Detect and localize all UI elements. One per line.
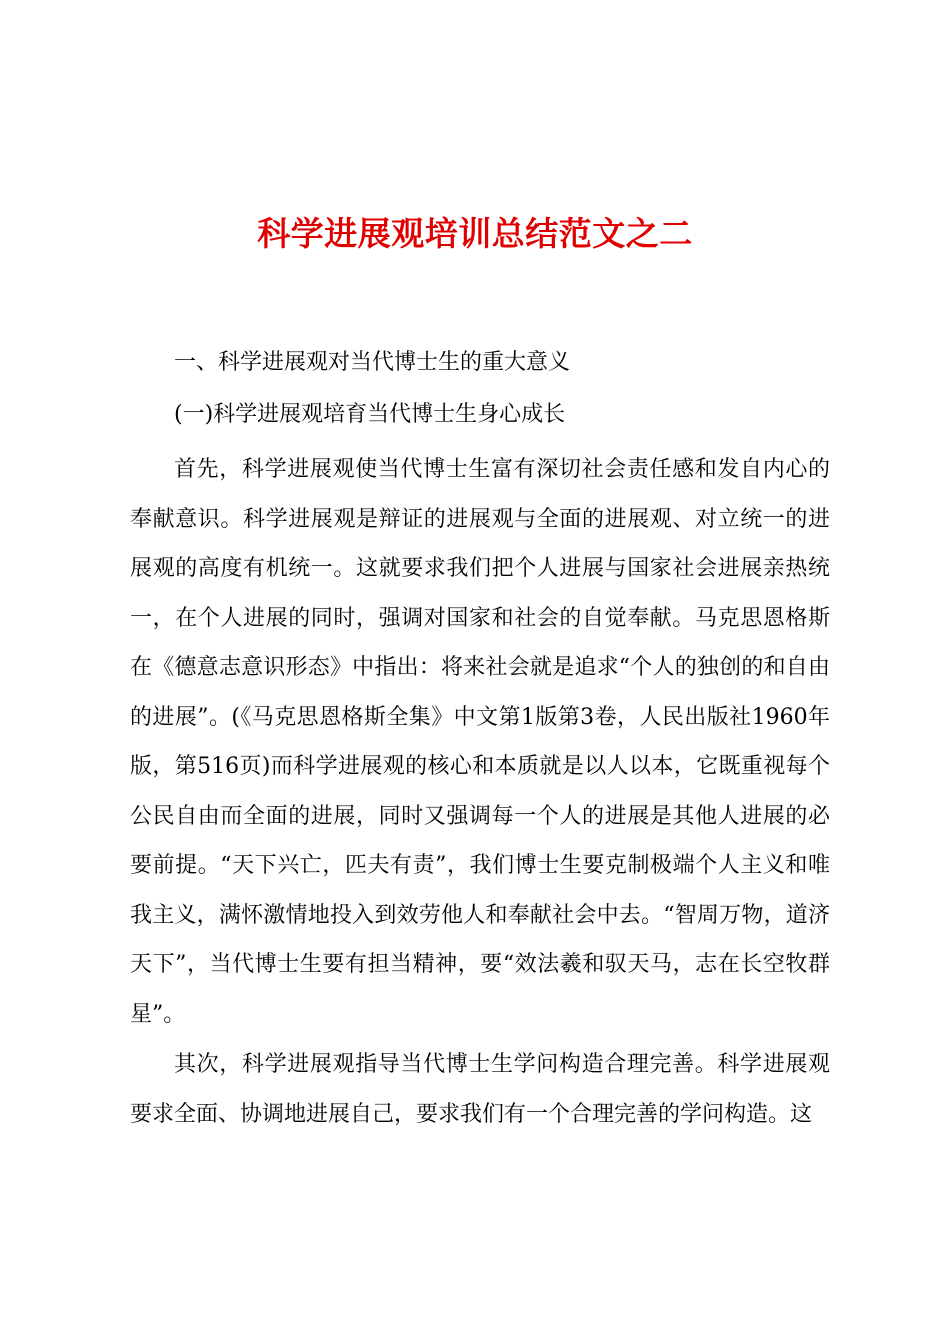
- subsection-heading: (一)科学进展观培育当代博士生身心成长: [174, 402, 566, 427]
- document-title: 科学进展观培训总结范文之二: [257, 214, 693, 253]
- body-paragraph-2: 其次，科学进展观指导当代博士生学问构造合理完善。科学进展观要求全面、协调地进展自己，要求我们有一个合理完善的学问构造。这: [130, 1052, 830, 1127]
- section-heading: 一、科学进展观对当代博士生的重大意义: [174, 350, 571, 375]
- body-paragraph-1: 首先，科学进展观使当代博士生富有深切社会责任感和发自内心的奉献意识。科学进展观是辩证的进展观与全面的进展观、对立统一的进展观的高度有机统一。这就要求我们把个人进展与国家社会进展亲热统一，在个人进展的同时，强调对国家和社会的自觉奉献。马克思恩格斯在《德意志意识形态》中指出：将来社会就是追求“个人的独创的和自由的进展”。(《马克思恩格斯全集》中文第1版第3卷，人民出版社1960年版，第516页)而科学进展观的核心和本质就是以人以本，它既重视每个公民自由而全面的进展，同时又强调每一个人的进展是其他人进展的必要前提。“天下兴亡，匹夫有责”，我们博士生要克制极端个人主义和唯我主义，满怀激情地投入到效劳他人和奉献社会中去。“智周万物，道济天下”，当代博士生要有担当精神，要“效法羲和驭天马，志在长空牧群星”。: [130, 457, 830, 1027]
